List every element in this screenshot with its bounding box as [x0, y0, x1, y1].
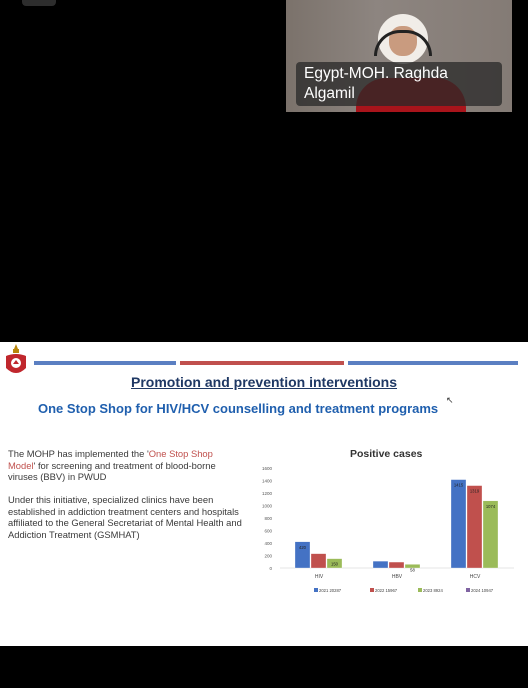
legend-entry: 2022 15967 [375, 588, 398, 593]
paragraph-one-stop-shop [8, 448, 258, 483]
para1-highlight-b: Model [8, 459, 34, 471]
paragraph-initiative: Under this initiative, specialized clinics have been established in addiction treatment centers and hospitals affiliated to the General Secretariat of Mental Health and Addiction Treatment (GSMHAT) [8, 494, 242, 540]
positive-cases-chart [252, 460, 522, 606]
y-tick-label: 800 [264, 516, 272, 521]
y-tick-label: 1400 [261, 478, 272, 484]
x-category-label: HCV [469, 574, 481, 580]
bar-data-label: 58 [410, 567, 415, 573]
legend-swatch [418, 588, 422, 592]
participant-name-line2: Algamil [304, 85, 355, 102]
top-left-indicator [22, 0, 56, 6]
bar-data-label: 1074 [485, 503, 496, 509]
para1-text-b: ' for screening and treatment of blood-borne [33, 459, 216, 471]
legend-swatch [466, 588, 470, 592]
bar-hcv-0 [451, 480, 466, 568]
slide-subtitle: One Stop Shop for HIV/HCV counselling and treatment programs [38, 401, 439, 416]
bar-hcv-1 [467, 486, 482, 568]
y-tick-label: 1600 [261, 466, 272, 471]
bar-data-label: 420 [299, 544, 306, 550]
bar-hbv-1 [389, 562, 404, 568]
legend-swatch [314, 588, 318, 592]
participant-name-tag [296, 62, 502, 106]
bottom-black-bar [0, 646, 528, 688]
legend-entry: 2023 8924 [423, 588, 443, 593]
header-divider-red [180, 361, 344, 365]
bar-data-label: 150 [331, 561, 338, 567]
para1-text-a: The MOHP has implemented the ' [8, 448, 149, 459]
bar-data-label: 1319 [469, 488, 480, 494]
bar-hiv-1 [311, 554, 326, 568]
legend-swatch [370, 588, 374, 592]
chart-title: Positive cases [350, 448, 423, 460]
bar-hcv-2 [483, 501, 498, 568]
bar-hbv-0 [373, 561, 388, 568]
slide-title: Promotion and prevention interventions [130, 374, 398, 390]
y-tick-label: 600 [264, 528, 272, 534]
participant-name-line1: Egypt-MOH. Raghda [304, 65, 448, 82]
y-tick-label: 0 [269, 566, 272, 571]
para1-text-c: viruses (BBV) in PWUD [8, 471, 107, 483]
header-divider-blue-right [348, 361, 518, 365]
legend-entry: 2024 10947 [471, 588, 494, 593]
y-tick-label: 1000 [261, 503, 272, 509]
y-tick-label: 1200 [261, 491, 272, 496]
y-tick-label: 400 [264, 541, 272, 546]
header-divider-blue-left [34, 361, 176, 365]
shared-slide [0, 342, 528, 646]
mouse-cursor-icon: ↖ [446, 395, 454, 405]
bar-data-label: 1415 [453, 482, 464, 488]
para1-highlight-a: One Stop Shop [148, 448, 213, 459]
x-category-label: HBV [391, 574, 403, 580]
x-category-label: HIV [314, 574, 324, 580]
y-tick-label: 200 [264, 553, 272, 559]
legend-entry: 2021 20287 [319, 588, 342, 593]
ministry-logo-icon [4, 344, 28, 378]
